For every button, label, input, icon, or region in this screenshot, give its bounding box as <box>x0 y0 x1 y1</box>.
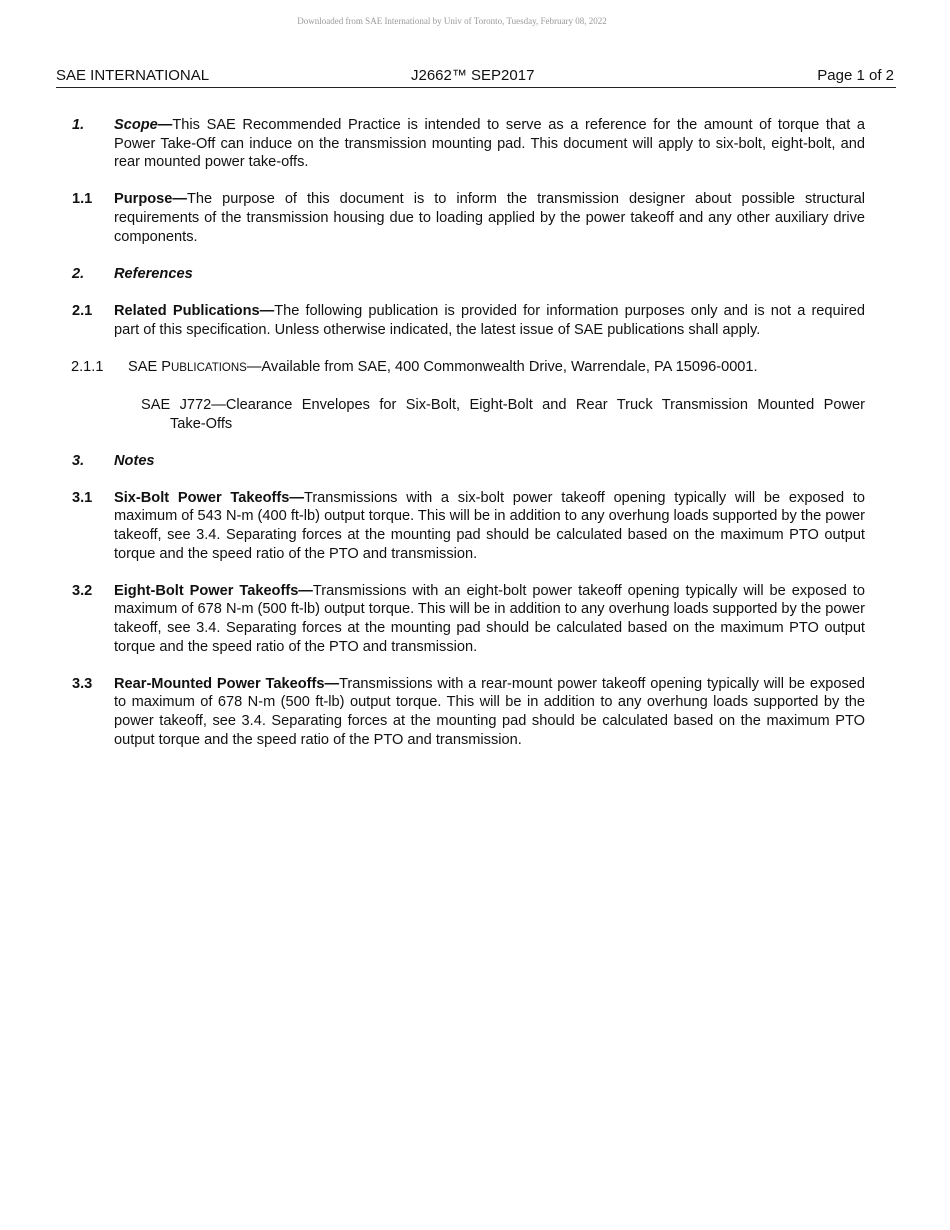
reference-sae-j772 <box>141 396 865 433</box>
section-number: 1. <box>72 117 85 133</box>
section-text: This SAE Recommended Practice is intended to serve as a reference for the amount of torque that a Power Take-Off can induce on the transmission mounting pad. This document will apply to six-bolt, eight-bolt, and rear mounted power take-offs. <box>114 117 865 171</box>
section-lead-smallcaps: UBLICATIONS <box>171 361 247 374</box>
section-text: —Available from SAE, 400 Commonwealth Drive, Warrendale, PA 15096-0001. <box>246 358 758 375</box>
section-lead: Related Publications— <box>114 302 275 319</box>
page-header <box>56 66 896 88</box>
section-lead: SAE P <box>128 358 171 375</box>
section-number: 1.1 <box>72 191 93 208</box>
section-title: Notes <box>114 452 155 469</box>
section-number: 3.3 <box>72 675 93 692</box>
section-scope <box>72 116 865 172</box>
section-text: Transmissions with a six-bolt power takeoff opening typically will be exposed to maximum of 543 N-m (400 ft-lb) output torque. This will be in addition to any overhung loads supported by the power takeoff, see 3.4. Separating forces at the mounting pad should be calculated based on the maximum PTO output torque and the speed ratio of the PTO and transmission. <box>114 489 866 562</box>
download-watermark: Downloaded from SAE International by Univ of Toronto, Tuesday, February 08, 2022 <box>297 16 607 26</box>
section-sae-publications <box>71 358 865 378</box>
document-body <box>0 116 950 768</box>
section-number: 3.1 <box>72 489 93 506</box>
section-six-bolt <box>72 489 866 563</box>
section-rear-mounted <box>72 675 866 749</box>
section-number: 3. <box>72 452 85 469</box>
section-text: The following publication is provided for information purposes only and is not a required part of this specification. Unless otherwise indicated, the latest issue of SAE publications shall apply. <box>114 302 865 338</box>
header-publisher: SAE INTERNATIONAL <box>56 67 210 84</box>
section-purpose <box>72 190 865 246</box>
section-eight-bolt <box>72 582 865 656</box>
section-number: 3.2 <box>72 582 93 599</box>
section-lead: Six-Bolt Power Takeoffs— <box>114 489 304 506</box>
section-text: Transmissions with a rear-mount power takeoff opening typically will be exposed to maximum of 678 N-m (500 ft-lb) output torque. This will be in addition to any overhung loads supported by the power takeoff, see 3.4. Separating forces at the mounting pad should be calculated based on the maximum PTO output torque and the speed ratio of the PTO and transmission. <box>114 675 866 748</box>
header-page-number: Page 1 of 2 <box>817 67 894 84</box>
section-notes-heading <box>72 452 950 471</box>
section-text: The purpose of this document is to inform the transmission designer about possible structural requirements of the transmission housing due to loading applied by the power takeoff and any other auxiliary drive components. <box>114 191 865 245</box>
section-title: References <box>114 265 193 282</box>
section-number: 2.1.1 <box>71 358 104 375</box>
section-lead: Rear-Mounted Power Takeoffs— <box>114 675 340 692</box>
section-references-heading <box>72 265 950 284</box>
reference-title-line1: SAE J772—Clearance Envelopes for Six-Bolt, Eight-Bolt and Rear Truck Transmission Mounted Power <box>141 396 865 413</box>
section-lead: Scope— <box>114 117 173 133</box>
section-text: Transmissions with an eight-bolt power takeoff opening typically will be exposed to maximum of 678 N-m (500 ft-lb) output torque. This will be in addition to any overhung loads supported by the power takeoff, see 3.4. Separating forces at the mounting pad should be calculated based on the maximum PTO output torque and the speed ratio of the PTO and transmission. <box>114 582 865 655</box>
header-document-id: J2662™ SEP2017 <box>411 67 535 84</box>
section-lead: Eight-Bolt Power Takeoffs— <box>114 582 313 599</box>
reference-title-line2: Take-Offs <box>170 415 233 432</box>
section-number: 2.1 <box>72 302 93 319</box>
section-number: 2. <box>72 265 85 282</box>
section-lead: Purpose— <box>114 191 187 208</box>
section-related-publications <box>72 302 865 339</box>
